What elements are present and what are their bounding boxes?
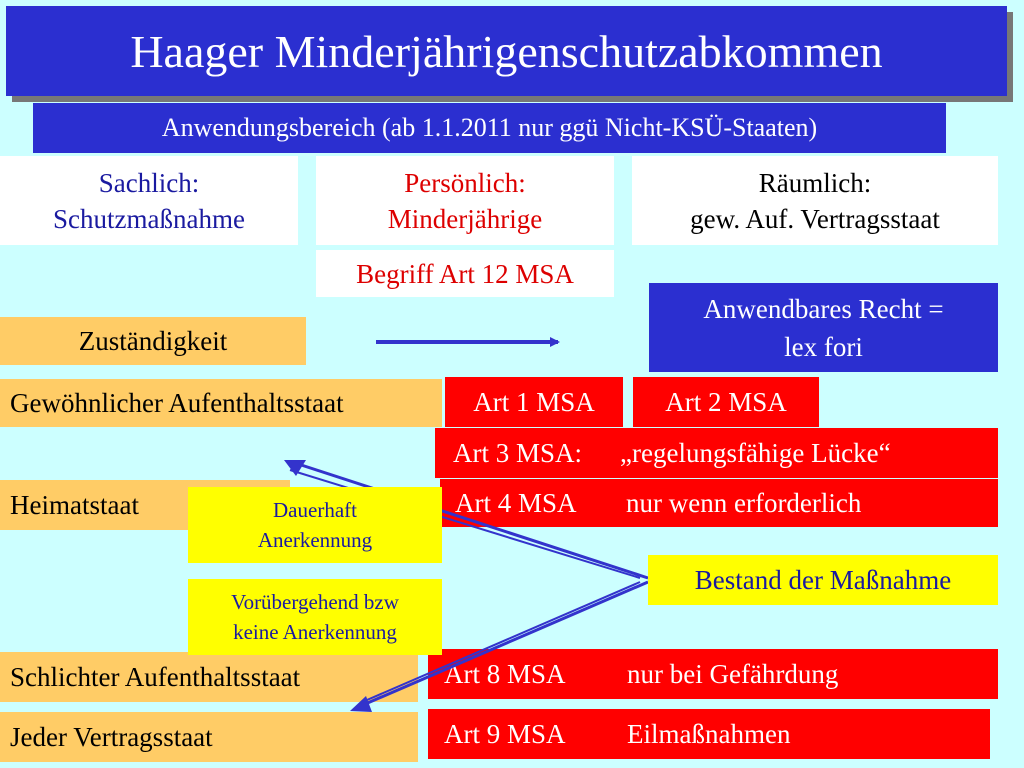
slide-title: Haager Minderjährigenschutzabkommen bbox=[6, 6, 1007, 96]
dauerhaft-anerkennung-box bbox=[188, 487, 442, 563]
art2-label: Art 2 MSA bbox=[665, 386, 787, 417]
regelungsfaehige-luecke-label: „regelungsfähige Lücke“ bbox=[620, 437, 891, 468]
anerkennung-label: Anerkennung bbox=[257, 528, 373, 552]
gewoehnlicher-aufenthaltsstaat-label: Gewöhnlicher Aufenthaltsstaat bbox=[10, 387, 344, 418]
begriff-label: Begriff Art 12 MSA bbox=[356, 258, 574, 289]
bestand-der-massnahme-label: Bestand der Maßnahme bbox=[694, 564, 952, 595]
nur-wenn-erforderlich-label: nur wenn erforderlich bbox=[626, 487, 862, 518]
art1-label: Art 1 MSA bbox=[473, 386, 595, 417]
dauerhaft-label: Dauerhaft bbox=[273, 498, 357, 522]
bestand-der-massnahme-box bbox=[648, 555, 998, 605]
scope-heading: Anwendungsbereich (ab 1.1.2011 nur ggü Nicht-KSÜ-Staaten) bbox=[33, 103, 946, 153]
keine-anerkennung-label: keine Anerkennung bbox=[233, 620, 397, 644]
sachlich-value: Schutzmaßnahme bbox=[53, 203, 245, 234]
zustaendigkeit-label: Zuständigkeit bbox=[78, 325, 228, 356]
heimatstaat-label: Heimatstaat bbox=[10, 489, 139, 520]
anwendbares-recht-label: Anwendbares Recht = bbox=[703, 293, 944, 324]
anwendbares-recht-value: lex fori bbox=[784, 331, 863, 362]
nur-bei-gefaehrdung-label: nur bei Gefährdung bbox=[627, 658, 839, 689]
sachlich-label: Sachlich: bbox=[98, 167, 200, 198]
art4-label: Art 4 MSA bbox=[455, 487, 577, 518]
raeumlich-value: gew. Auf. Vertragsstaat bbox=[690, 203, 940, 234]
voruebergehend-label: Vorübergehend bzw bbox=[231, 590, 399, 614]
jeder-vertragsstaat-label: Jeder Vertragsstaat bbox=[10, 721, 213, 752]
schlichter-aufenthaltsstaat-label: Schlichter Aufenthaltsstaat bbox=[10, 661, 301, 692]
raeumlich-label: Räumlich: bbox=[758, 167, 872, 198]
art3-label: Art 3 MSA: bbox=[453, 437, 583, 468]
persoenlich-value: Minderjährige bbox=[387, 203, 543, 234]
voruebergehend-anerkennung-box bbox=[188, 579, 442, 655]
persoenlich-label: Persönlich: bbox=[404, 167, 526, 198]
art9-label: Art 9 MSA bbox=[444, 718, 566, 749]
eilmassnahmen-label: Eilmaßnahmen bbox=[627, 718, 791, 749]
art8-label: Art 8 MSA bbox=[444, 658, 566, 689]
